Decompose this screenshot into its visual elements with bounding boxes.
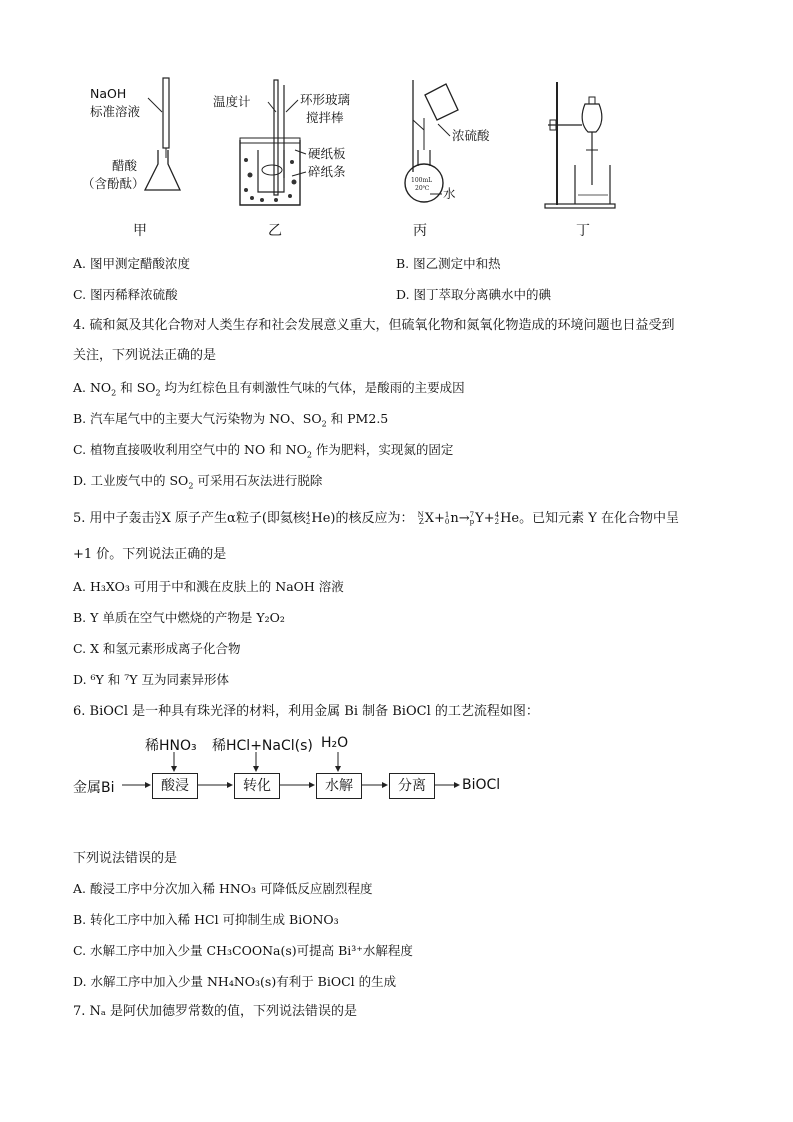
label-std-solution: 标准溶液 [90, 104, 141, 119]
caption-ding: 丁 [576, 223, 590, 239]
label-ring-glass: 环形玻璃 [300, 92, 351, 107]
q6-option-a: A. 酸浸工序中分次加入稀 HNO₃ 可降低反应剧烈程度 [73, 881, 373, 896]
q4-option-b: B. 汽车尾气中的主要大气污染物为 NO、$SO_2$ 和 PM2.5 [73, 411, 389, 429]
q6-option-b: B. 转化工序中加入稀 HCl 可抑制生成 BiONO₃ [73, 912, 339, 927]
label-water: 水 [443, 186, 456, 201]
q6-option-d: D. 水解工序中加入少量 NH₄NO₃(s)有利于 BiOCl 的生成 [73, 974, 397, 989]
q4-option-c: C. 植物直接吸收利用空气中的 NO 和 $NO_2$ 作为肥料，实现氮的固定 [73, 442, 454, 460]
q5-option-a: A. H₃XO₃ 可用于中和溅在皮肤上的 NaOH 溶液 [73, 579, 344, 594]
q3-option-b: B. 图乙测定中和热 [396, 256, 501, 271]
label-phenolphthalein: （含酚酞） [82, 176, 145, 191]
flow-input-hno3: 稀HNO₃ [145, 738, 197, 754]
q5-stem-line1: 5. 用中子轰击 N Z X 原子产生α粒子(即氦核 4 2 He)的核反应为： N Z X+ 1 0 n→ 7 p Y+ 4 2 He。已知元素 Y 在化合物中呈 [73, 510, 679, 526]
flow-input-hcl-nacl: 稀HCl+NaCl(s) [212, 738, 313, 754]
flow-start-bi: 金属Bi [73, 780, 115, 796]
label-flask-temp: 20℃ [415, 185, 430, 192]
flow-step-separate: 分离 [389, 773, 435, 799]
q3-option-a: A. 图甲测定醋酸浓度 [73, 256, 190, 271]
q7-stem: 7. Nₐ 是阿伏加德罗常数的值，下列说法错误的是 [73, 1004, 358, 1019]
q3-option-c: C. 图丙稀释浓硫酸 [73, 287, 178, 302]
q5-option-d: D. ⁶Y 和 ⁷Y 互为同素异形体 [73, 672, 229, 687]
flow-product: BiOCl [462, 777, 501, 793]
q5-option-b: B. Y 单质在空气中燃烧的产物是 Y₂O₂ [73, 610, 285, 625]
label-flask-volume: 100mL [411, 177, 433, 184]
label-naoh: NaOH [90, 86, 127, 101]
nuclear-equation: N Z X+ 1 0 n→ 7 p Y+ 4 2 He [417, 510, 520, 526]
q3-option-d: D. 图丁萃取分离碘水中的碘 [396, 287, 552, 302]
q5-option-c: C. X 和氢元素形成离子化合物 [73, 641, 241, 656]
label-conc-acid: 浓硫酸 [452, 128, 490, 143]
flow-step-hydrolysis: 水解 [316, 773, 362, 799]
flow-step-acid-leach: 酸浸 [152, 773, 198, 799]
caption-yi: 乙 [268, 223, 282, 239]
flow-step-convert: 转化 [234, 773, 280, 799]
q6-option-c: C. 水解工序中加入少量 CH₃COONa(s)可提高 Bi³⁺水解程度 [73, 943, 413, 958]
label-acetic-acid: 醋酸 [112, 158, 138, 173]
label-paper-scraps: 碎纸条 [308, 164, 346, 179]
label-cardboard: 硬纸板 [308, 146, 346, 161]
q4-stem-line1: 4. 硫和氮及其化合物对人类生存和社会发展意义重大，但硫氧化物和氮氧化物造成的环境问题也日益受到 [73, 318, 675, 333]
label-thermometer: 温度计 [213, 94, 251, 109]
q4-stem-line2: 关注，下列说法正确的是 [73, 348, 217, 363]
caption-jia: 甲 [133, 223, 147, 239]
q4-option-a: A. $NO_2$ 和 $SO_2$ 均为红棕色且有刺激性气味的气体，是酸雨的主要成因 [73, 380, 465, 398]
q4-option-d: D. 工业废气中的 $SO_2$ 可采用石灰法进行脱除 [73, 473, 323, 491]
q6-stem: 6. BiOCl 是一种具有珠光泽的材料，利用金属 Bi 制备 BiOCl 的工艺流程如图： [73, 704, 539, 719]
caption-bing: 丙 [413, 223, 427, 239]
label-stirrer: 搅拌棒 [306, 110, 344, 125]
q5-stem-line2: +1 价。下列说法正确的是 [73, 547, 227, 562]
q6-question: 下列说法错误的是 [73, 851, 178, 866]
flow-input-water: H₂O [321, 735, 349, 751]
